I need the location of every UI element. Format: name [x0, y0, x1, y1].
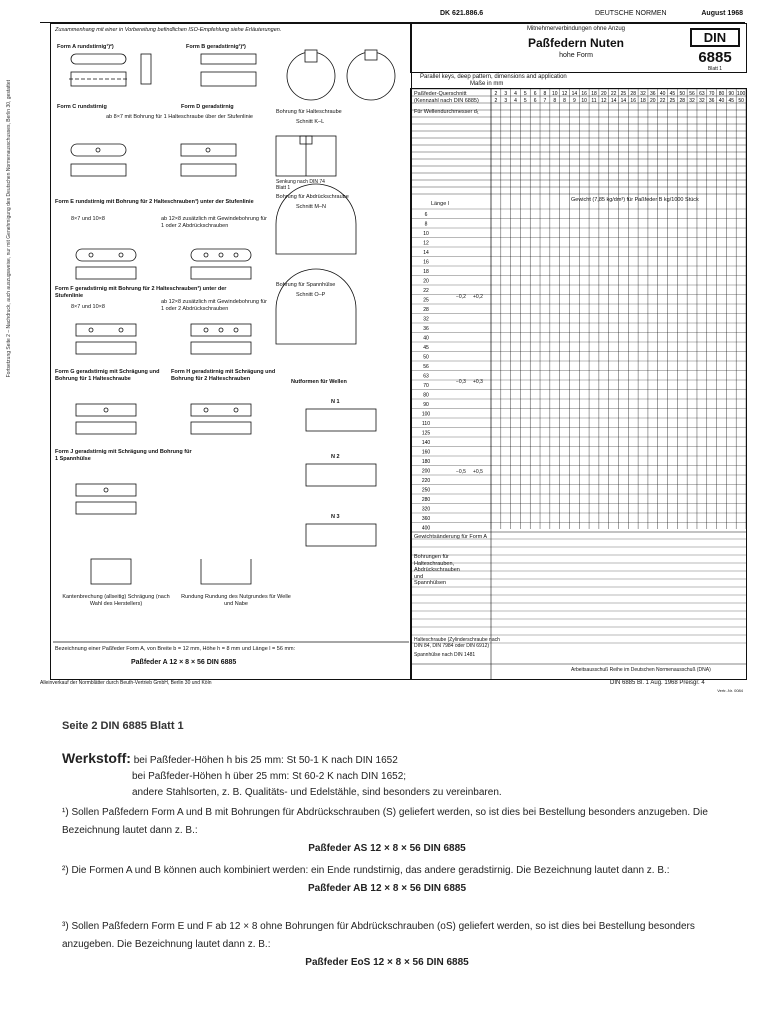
hoehe-header-cell: 7: [543, 98, 547, 104]
note-1-example: Paßfeder AS 12 × 8 × 56 DIN 6885: [308, 843, 466, 854]
senkung-label: Senkung nach DIN 74 Blatt 1: [276, 179, 325, 191]
note-2-example: Paßfeder AB 12 × 8 × 56 DIN 6885: [307, 883, 467, 894]
hoehe-header-cell: 22: [659, 98, 666, 104]
title-center: [471, 26, 681, 59]
breite-header-cell: 18: [591, 91, 597, 97]
breite-header-cell: 40: [659, 91, 666, 97]
table-head-label: Paßfeder-Querschnitt (Kennzahl nach DIN 6885): [414, 91, 479, 104]
masse-label: Maße in mm: [470, 81, 504, 87]
tol-4: +0,2: [473, 294, 483, 300]
breite-header-cell: 22: [610, 91, 617, 97]
nutformen-label: Nutformen für Wellen: [291, 379, 347, 385]
note-3: [62, 918, 712, 972]
bezeichnung-text: Bezeichnung einer Paßfeder Form A, von Breite b = 12 mm, Höhe h = 8 mm und Länge l = 56 mm:: [55, 646, 296, 652]
hoehe-header-cell: 32: [699, 98, 705, 104]
form-e-label: Form E rundstirnig mit Bohrung für 2 Halteschrauben³) unter der Stufenlinie: [55, 199, 254, 205]
note-3-example: Paßfeder EoS 12 × 8 × 56 DIN 6885: [305, 957, 469, 968]
nutform-n1-label: N 1: [331, 399, 340, 405]
laenge-cell: 70: [423, 383, 429, 389]
gewicht-label: Gewicht (7,85 kg/dm³) für Paßfeder B kg/1000 Stück: [571, 197, 699, 203]
din-box: [690, 28, 740, 72]
form-d-label: Form D geradstirnig: [181, 104, 234, 110]
laenge-cell: 45: [423, 345, 429, 351]
note-2: [62, 862, 712, 898]
wellen-label: Für Wellendurchmesser d₁: [414, 109, 479, 115]
laenge-cell: 22: [423, 288, 429, 294]
form-b-side-view: [201, 72, 256, 86]
breite-header-cell: 8: [543, 91, 547, 97]
hoehe-header-cell: 18: [640, 98, 646, 104]
hoehe-header-cell: 10: [581, 98, 587, 104]
hoehe-header-cell: 25: [669, 98, 676, 104]
schnitt-kl-label: Schnitt K–L: [296, 119, 325, 125]
breite-header-cell: 2: [494, 91, 498, 97]
breite-header-cell: 20: [601, 91, 607, 97]
gewicht-row-label: Gewichtsänderung für Form A: [414, 534, 488, 540]
side-print: [4, 80, 44, 660]
laenge-cell: 320: [421, 506, 431, 513]
tol-3: −0,5: [456, 469, 466, 475]
laenge-label: Länge l: [431, 201, 450, 207]
breite-header-cell: 32: [640, 91, 646, 97]
note-1-text: ¹) Sollen Paßfedern Form A und B mit Bohrungen für Abdrückschrauben (S) geliefert werden, so ist dies bei Bestellung besonders anzugeben. Die Bezeichnung lautet dann z. B.:: [62, 807, 708, 836]
breite-header-cell: 6: [533, 91, 537, 97]
laenge-cell: 250: [421, 487, 431, 494]
din-label: DIN: [690, 28, 740, 47]
laenge-cell: 36: [423, 326, 429, 332]
laenge-cell: 50: [423, 354, 429, 361]
laenge-cell: 20: [423, 278, 429, 285]
laenge-cell: 140: [421, 440, 431, 446]
breite-header-cell: 56: [689, 91, 695, 97]
laenge-cell: 180: [421, 459, 431, 465]
rundung-detail: [201, 559, 251, 584]
bohrung-spann-label: Bohrung für Spannhülse: [276, 282, 336, 288]
footer-right: DIN 6885 Bl. 1 Aug. 1968 Preisgr. 4: [610, 680, 705, 686]
form-e-note: 8×7 und 10×8: [71, 216, 105, 222]
note-2-text: ²) Die Formen A und B können auch kombiniert werden: ein Ende rundstirnig, das andere geradstirnig. Die Bezeichnung lautet dann z. B.:: [62, 865, 670, 876]
bohrung-halte-label: Bohrung für Halteschraube: [276, 109, 342, 115]
hoehe-header-cell: 9: [572, 98, 576, 104]
breite-header-cell: 45: [669, 91, 676, 97]
breite-header-cell: 25: [620, 91, 627, 97]
hoehe-header-cell: 8: [553, 98, 557, 104]
form-f-top-view: [76, 324, 136, 336]
laenge-cell: 280: [421, 497, 431, 503]
rundung-label: Rundung Rundung des Nutgrundes für Welle und Nabe: [181, 594, 291, 607]
form-b-top-view: [201, 54, 256, 64]
hoehe-header-cell: 14: [610, 98, 617, 104]
form-c-label: Form C rundstirnig: [57, 104, 107, 110]
din-number: 6885: [698, 49, 732, 66]
dk-number: DK 621.886.6: [440, 10, 484, 17]
laenge-cell: 32: [423, 316, 429, 323]
breite-header-cell: 70: [708, 91, 715, 97]
breite-header-cell: 36: [650, 91, 656, 97]
hoehe-header-cell: 8: [563, 98, 566, 104]
dna-label: Arbeitsausschuß Reihe im Deutschen Normenausschuß (DNA): [571, 667, 711, 673]
laenge-cell: 160: [421, 449, 431, 456]
form-h-label: Form H geradstirnig mit Schrägung und Bohrung für 2 Halteschrauben: [171, 369, 276, 382]
tol-5: +0,3: [473, 379, 483, 385]
breite-header-cell: 28: [630, 91, 636, 97]
kantenbrechung-label: Kantenbrechung (allseitig) Schrägung (nach Wahl des Herstellers): [62, 594, 170, 607]
breite-header-cell: 10: [551, 91, 558, 97]
laenge-cell: 56: [423, 364, 429, 370]
hoehe-header-cell: 50: [738, 98, 744, 104]
hoehe-header-cell: 36: [708, 98, 715, 104]
werkstoff-line-2: bei Paßfeder-Höhen h über 25 mm: St 60-2 K nach DIN 1652;: [132, 771, 407, 782]
breite-header-cell: 90: [728, 91, 735, 97]
form-h-top-view: [191, 404, 251, 416]
hoehe-header-cell: 5: [523, 98, 527, 104]
laenge-cell: 8: [424, 221, 428, 228]
hoehe-header-cell: 40: [718, 98, 725, 104]
hoehe-header-cell: 2: [494, 98, 498, 104]
breite-header-cell: 50: [679, 91, 686, 97]
laenge-cell: 18: [423, 269, 429, 275]
form-d-top-view: [181, 144, 236, 156]
laenge-cell: 90: [423, 402, 429, 408]
breite-header-cell: 80: [718, 91, 725, 97]
issue-date: August 1968: [701, 10, 743, 17]
laenge-cell: 200: [421, 468, 431, 475]
drawing-panel: [50, 23, 412, 680]
title-form: hohe Form: [559, 52, 593, 59]
laenge-cell: 40: [423, 335, 429, 342]
laenge-cell: 110: [422, 421, 430, 427]
title-block: [410, 23, 747, 73]
laenge-cell: 14: [423, 250, 429, 256]
form-e-note2: ab 12×8 zusätzlich mit Gewindebohrung für 1 oder 2 Abdrückschrauben: [161, 216, 267, 229]
laenge-cell: 63: [423, 373, 429, 380]
tol-6: +0,5: [473, 469, 483, 475]
hoehe-header-cell: 32: [689, 98, 695, 104]
dimension-table: [410, 88, 747, 680]
nutform-n1: [306, 409, 376, 431]
title-subtitle: Mitnehmerverbindungen ohne Anzug: [526, 26, 626, 32]
cd-note: ab 8×7 mit Bohrung für 1 Halteschraube über der Stufenlinie: [106, 114, 253, 120]
nutform-n2-label: N 2: [331, 454, 340, 460]
breite-header-cell: 4: [514, 91, 517, 97]
hoehe-header-cell: 28: [679, 98, 686, 104]
hoehe-header-cell: 12: [601, 98, 607, 104]
hoehe-header-cell: 14: [620, 98, 627, 104]
laenge-cell: 10: [423, 231, 429, 237]
drawing-intro: Zusammenhang mit einer in Vorbereitung befindlichen ISO-Empfehlung siehe Erläuterungen.: [55, 27, 282, 33]
side-print-text: Fortsetzung Seite 2 – Nachdruck, auch auszugsweise, nur mit Genehmigung des Deutschen Normenausschusses, Berlin 30, gestattet: [6, 80, 12, 378]
laenge-cell: 16: [423, 259, 429, 266]
hoehe-header-cell: 6: [533, 98, 537, 104]
note-3-text: ³) Sollen Paßfedern Form E und F ab 12 × 8 ohne Bohrungen für Abdrückschrauben (oS) geliefert werden, so ist dies bei Bestellung besonders anzugeben. Die Bezeichnung lautet dann z. B.:: [62, 921, 695, 950]
footer-left: Alleinverkauf der Normblätter durch Beuth-Vertrieb GmbH, Berlin 30 und Köln: [40, 680, 212, 686]
werkstoff-label: Werkstoff:: [62, 750, 131, 766]
laenge-cell: 12: [423, 240, 429, 247]
laenge-cell: 25: [423, 297, 429, 304]
breite-header-cell: 63: [699, 91, 705, 97]
kantenbrechung-detail: [91, 559, 131, 584]
form-f-note2: ab 12×8 zusätzlich mit Gewindebohrung für 1 oder 2 Abdrückschrauben: [161, 299, 267, 312]
breite-header-cell: 5: [523, 91, 527, 97]
laenge-cell: 28: [423, 307, 429, 313]
breite-header-cell: 3: [504, 91, 508, 97]
blatt-label: Blatt 1: [707, 66, 723, 72]
form-c-top-view: [71, 144, 126, 156]
laenge-cell: 400: [421, 525, 431, 532]
nutform-n3-label: N 3: [331, 514, 340, 520]
breite-header-cell: 12: [561, 91, 568, 97]
note-1: [62, 804, 712, 858]
bohrung-spann-section: [276, 269, 356, 344]
form-a-section: [141, 54, 151, 84]
laenge-cell: 6: [424, 212, 428, 218]
form-b-label: Form B geradstirnig¹)²): [186, 44, 246, 50]
form-j-top-view: [76, 484, 136, 496]
hoehe-header-cell: 45: [728, 98, 735, 104]
tol-2: −0,3: [456, 379, 466, 385]
page-two: [0, 712, 768, 1024]
page-title: Paßfedern Nuten: [527, 36, 624, 50]
tol-1: −0,2: [456, 294, 466, 300]
werkstoff-line-3: andere Stahlsorten, z. B. Qualitäts- und Edelstähle, sind besonders zu vereinbaren.: [132, 787, 502, 798]
breite-header-cell: 100: [736, 91, 746, 97]
halteschrauben-label: Halteschraube (Zylinderschraube nach DIN 84, DIN 7984 oder DIN 6912): [414, 637, 500, 649]
form-a-top-view: [71, 54, 126, 64]
form-g-label: Form G geradstirnig mit Schrägung und Bohrung für 1 Halteschraube: [55, 369, 160, 382]
vertr-number: Vertr.-Nr. 0084: [717, 688, 743, 693]
laenge-cell: 360: [421, 516, 431, 522]
form-f-note: 8×7 und 10×8: [71, 304, 105, 310]
bohrung-abdrueck-label: Bohrung für Abdrückschraube: [276, 194, 349, 200]
laenge-cell: 80: [423, 392, 429, 399]
hoehe-header-cell: 16: [630, 98, 636, 104]
nutform-n3: [306, 524, 376, 546]
hoehe-header-cell: 3: [504, 98, 508, 104]
breite-header-cell: 16: [581, 91, 587, 97]
page-header: [40, 8, 745, 22]
bohrungen-label: Bohrungen für Halteschrauben, Abdrückschrauben und Spannhülsen: [414, 554, 460, 586]
spannhuelse-label: Spannhülse nach DIN 1481: [414, 652, 476, 658]
form-e-top-view: [76, 249, 136, 261]
nutform-n2: [306, 464, 376, 486]
bezeichnung-value: Paßfeder A 12 × 8 × 56 DIN 6885: [131, 659, 237, 666]
breite-header-cell: 14: [571, 91, 578, 97]
form-j-label: Form J geradstirnig mit Schrägung und Bohrung für 1 Spannhülse: [55, 449, 192, 462]
schnitt-mn-label: Schnitt M–N: [296, 204, 326, 210]
laenge-cell: 100: [421, 411, 431, 418]
form-a-label: Form A rundstirnig¹)²): [57, 44, 114, 50]
hoehe-header-cell: 4: [514, 98, 517, 104]
page2-header: Seite 2 DIN 6885 Blatt 1: [62, 720, 184, 732]
deutsche-normen-label: DEUTSCHE NORMEN: [595, 10, 667, 17]
hoehe-header-cell: 20: [650, 98, 656, 104]
laenge-cell: 220: [421, 478, 431, 484]
form-f-label: Form F geradstirnig mit Bohrung für 2 Halteschrauben³) unter der Stufenlinie: [55, 286, 227, 299]
technical-drawing: [51, 24, 411, 679]
werkstoff-block: [62, 750, 702, 801]
hoehe-header-cell: 11: [591, 98, 597, 104]
table-caption: Parallel keys, deep pattern, dimensions and application: [420, 74, 567, 80]
schnitt-op-label: Schnitt O–P: [296, 292, 326, 298]
laenge-cell: 125: [421, 430, 431, 437]
werkstoff-line-1: bei Paßfeder-Höhen h bis 25 mm: St 50-1 K nach DIN 1652: [133, 755, 398, 766]
form-g-top-view: [76, 404, 136, 416]
